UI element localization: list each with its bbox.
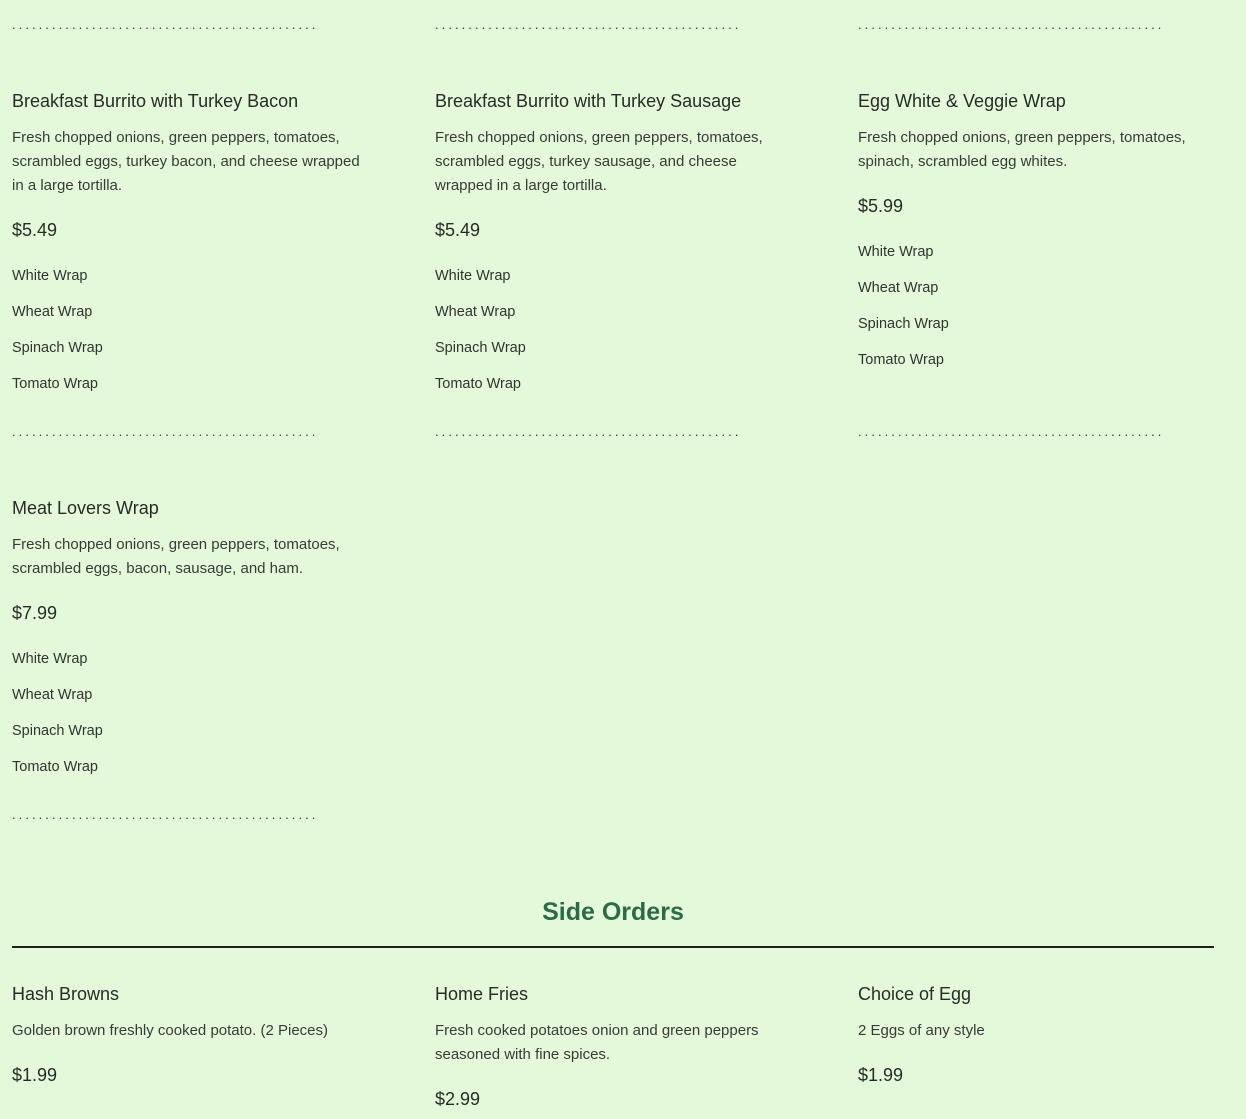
- item-description: [858, 1019, 1218, 1043]
- menu-item-egg-white-veggie-wrap: [858, 89, 1218, 386]
- item-name: Egg White & Veggie Wrap: [858, 91, 1066, 111]
- item-price: $2.99: [435, 1089, 481, 1109]
- wrap-option-wheat[interactable]: Wheat Wrap: [12, 304, 93, 320]
- dotted-separator: ..............................................: [12, 425, 319, 439]
- menu-item-turkey-sausage-burrito: [435, 89, 795, 410]
- wrap-options: [435, 266, 795, 410]
- wrap-options: [858, 242, 1218, 386]
- dotted-separator: ..............................................: [435, 425, 742, 439]
- description-line: scrambled eggs, turkey bacon, and cheese wrapped: [12, 153, 360, 170]
- item-price: $5.49: [435, 220, 481, 240]
- wrap-option-spinach[interactable]: Spinach Wrap: [435, 340, 526, 356]
- side-item-hash-browns: [12, 982, 372, 1087]
- wrap-option-spinach[interactable]: Spinach Wrap: [12, 723, 103, 739]
- item-name: Meat Lovers Wrap: [12, 498, 159, 518]
- description-line: 2 Eggs of any style: [858, 1022, 985, 1039]
- separator-top-3: [858, 18, 1218, 32]
- wrap-option-white[interactable]: White Wrap: [858, 244, 934, 260]
- wrap-options: [12, 266, 372, 410]
- description-line: Fresh chopped onions, green peppers, tomatoes,: [435, 129, 763, 146]
- side-item-choice-of-egg: [858, 982, 1218, 1087]
- wrap-option-wheat[interactable]: Wheat Wrap: [858, 280, 939, 296]
- dotted-separator: ..............................................: [858, 18, 1165, 32]
- dotted-separator: ..............................................: [12, 18, 319, 32]
- description-line: seasoned with fine spices.: [435, 1046, 611, 1063]
- separator-mid-1: [12, 425, 372, 439]
- wrap-option-spinach[interactable]: Spinach Wrap: [858, 316, 949, 332]
- wrap-option-white[interactable]: White Wrap: [435, 268, 511, 284]
- separator-mid-3: [858, 425, 1218, 439]
- description-line: in a large tortilla.: [12, 177, 123, 194]
- item-name: Breakfast Burrito with Turkey Bacon: [12, 91, 299, 111]
- wrap-option-tomato[interactable]: Tomato Wrap: [12, 759, 98, 775]
- side-item-home-fries: [435, 982, 795, 1111]
- wrap-option-tomato[interactable]: Tomato Wrap: [435, 376, 521, 392]
- description-line: scrambled eggs, bacon, sausage, and ham.: [12, 560, 304, 577]
- description-line: Fresh chopped onions, green peppers, tomatoes,: [12, 129, 340, 146]
- item-price: $1.99: [858, 1065, 904, 1085]
- separator-top-1: [12, 18, 372, 32]
- item-description: [435, 126, 795, 198]
- item-name: Choice of Egg: [858, 984, 972, 1004]
- description-line: Fresh chopped onions, green peppers, tomatoes,: [12, 536, 340, 553]
- wrap-option-white[interactable]: White Wrap: [12, 268, 88, 284]
- dotted-separator: ..............................................: [12, 808, 319, 822]
- item-name: Home Fries: [435, 984, 529, 1004]
- wrap-option-white[interactable]: White Wrap: [12, 651, 88, 667]
- item-description: [435, 1019, 795, 1067]
- item-price: $5.99: [858, 196, 904, 216]
- item-description: [12, 1019, 372, 1043]
- description-line: wrapped in a large tortilla.: [435, 177, 607, 194]
- item-description: [12, 126, 372, 198]
- menu-item-turkey-bacon-burrito: [12, 89, 372, 410]
- wrap-option-tomato[interactable]: Tomato Wrap: [12, 376, 98, 392]
- item-description: [858, 126, 1218, 174]
- description-line: Fresh cooked potatoes onion and green peppers: [435, 1022, 759, 1039]
- description-line: Fresh chopped onions, green peppers, tomatoes,: [858, 129, 1186, 146]
- separator-bottom-1: [12, 808, 372, 822]
- item-name: Breakfast Burrito with Turkey Sausage: [435, 91, 742, 111]
- item-price: $5.49: [12, 220, 58, 240]
- description-line: scrambled eggs, turkey sausage, and cheese: [435, 153, 737, 170]
- wrap-option-wheat[interactable]: Wheat Wrap: [12, 687, 93, 703]
- item-description: [12, 533, 372, 581]
- dotted-separator: ..............................................: [435, 18, 742, 32]
- menu-item-meat-lovers-wrap: [12, 496, 372, 793]
- wrap-option-tomato[interactable]: Tomato Wrap: [858, 352, 944, 368]
- wrap-options: [12, 649, 372, 793]
- wrap-option-spinach[interactable]: Spinach Wrap: [12, 340, 103, 356]
- description-line: spinach, scrambled egg whites.: [858, 153, 1068, 170]
- item-name: Hash Browns: [12, 984, 120, 1004]
- dotted-separator: ..............................................: [858, 425, 1165, 439]
- description-line: Golden brown freshly cooked potato. (2 Pieces): [12, 1022, 329, 1039]
- separator-top-2: [435, 18, 795, 32]
- separator-mid-2: [435, 425, 795, 439]
- section-divider: [12, 946, 1214, 948]
- wrap-option-wheat[interactable]: Wheat Wrap: [435, 304, 516, 320]
- item-price: $7.99: [12, 603, 58, 623]
- section-title-side-orders: Side Orders: [542, 898, 684, 926]
- item-price: $1.99: [12, 1065, 58, 1085]
